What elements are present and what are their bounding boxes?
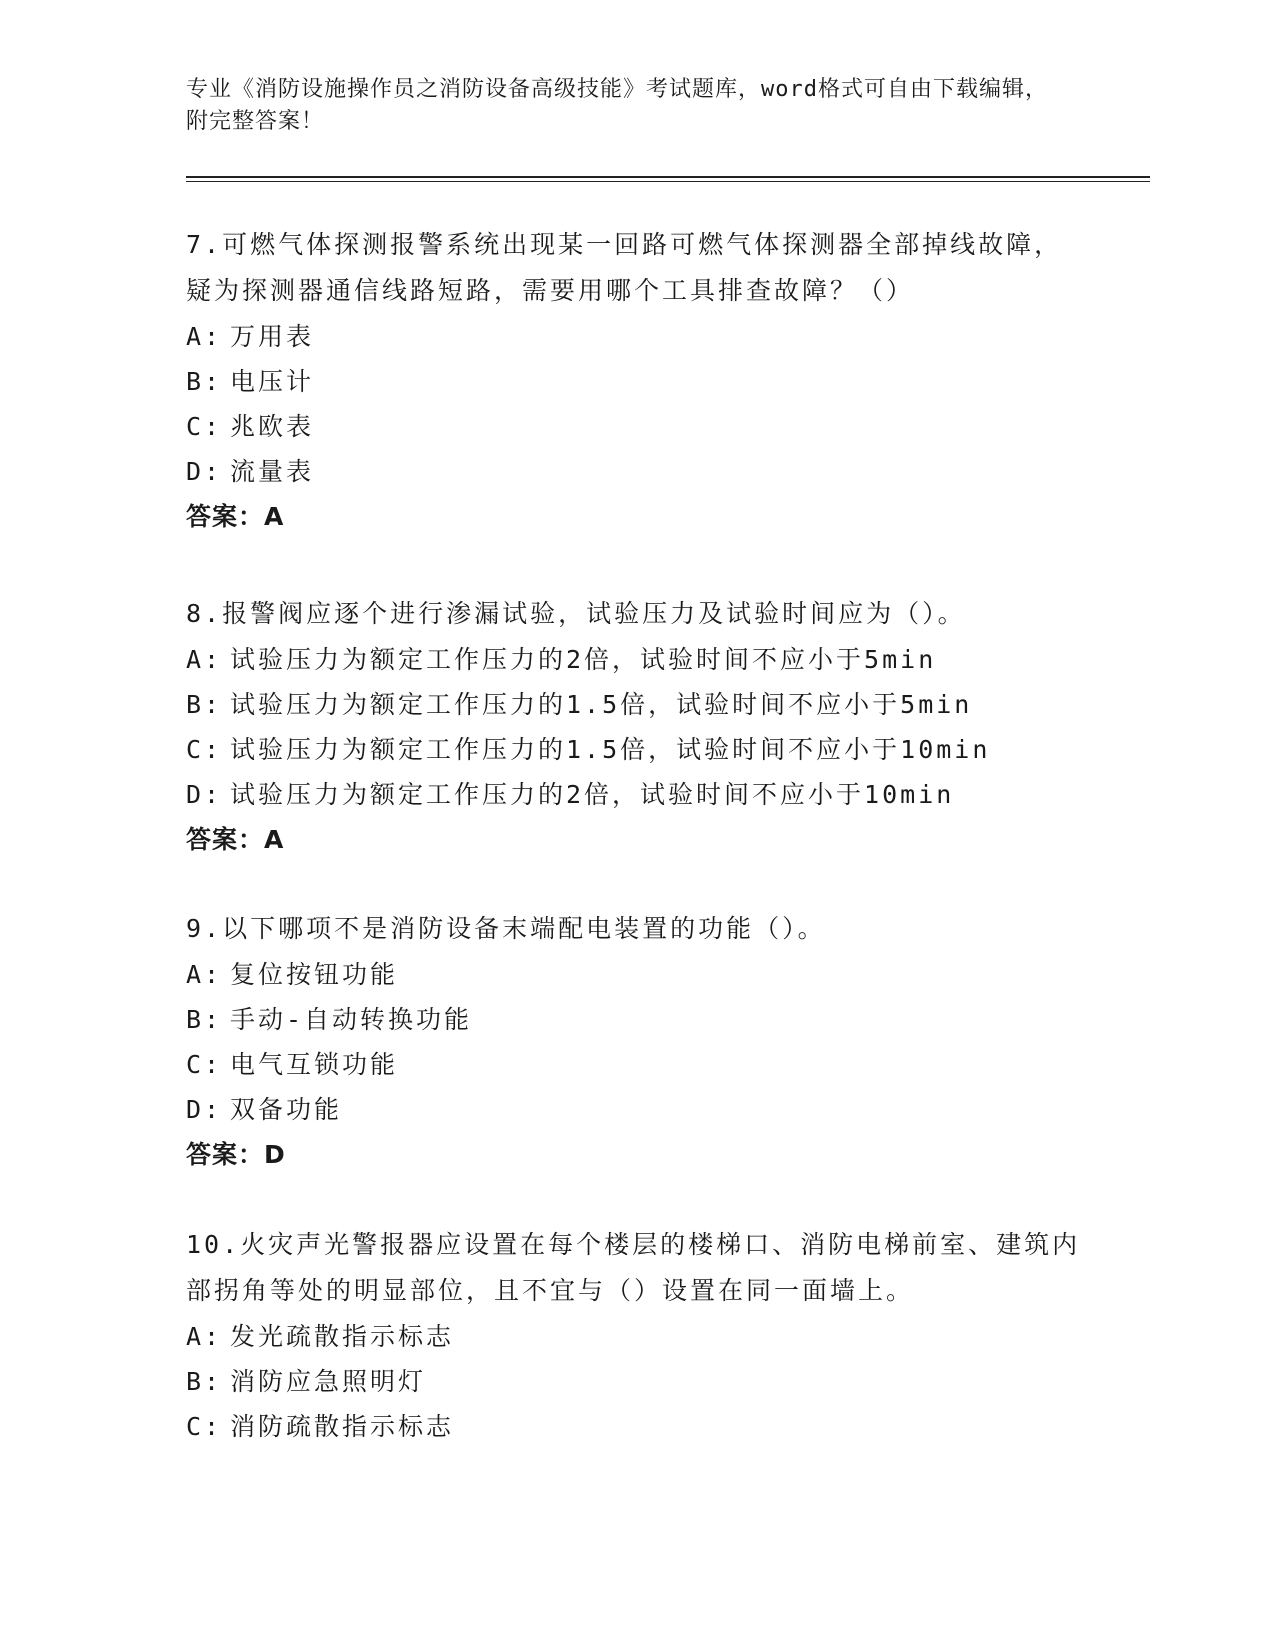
option-letter: B:	[186, 1367, 223, 1396]
option-letter: A:	[186, 322, 223, 351]
header-divider-thin	[186, 181, 1150, 182]
answer: 答案：D	[186, 1140, 286, 1169]
option-text: 手动-自动转换功能	[230, 1005, 473, 1034]
option-text: 消防疏散指示标志	[230, 1412, 455, 1441]
option-text: 试验压力为额定工作压力的2倍，试验时间不应小于5min	[230, 645, 937, 674]
option-c	[186, 1042, 1086, 1087]
option-text: 兆欧表	[230, 412, 315, 441]
option-a	[186, 637, 1086, 682]
option-letter: C:	[186, 1050, 223, 1079]
document-intro: 专业《消防设施操作员之消防设备高级技能》考试题库，word格式可自由下载编辑，附完整答案！	[186, 77, 1048, 134]
option-b	[186, 682, 1086, 727]
option-text: 万用表	[230, 322, 315, 351]
question-10	[186, 1222, 1086, 1449]
option-letter: A:	[186, 645, 223, 674]
option-c	[186, 727, 1086, 772]
option-text: 复位按钮功能	[230, 960, 399, 989]
option-text: 发光疏散指示标志	[230, 1322, 455, 1351]
option-d	[186, 449, 1086, 494]
question-stem: 9.以下哪项不是消防设备末端配电装置的功能（）。	[186, 914, 826, 943]
option-b	[186, 359, 1086, 404]
header-divider-thick	[186, 176, 1150, 178]
option-text: 消防应急照明灯	[230, 1367, 427, 1396]
question-8	[186, 591, 1086, 863]
option-text: 试验压力为额定工作压力的2倍，试验时间不应小于10min	[230, 780, 955, 809]
option-letter: D:	[186, 780, 223, 809]
option-a	[186, 314, 1086, 359]
option-letter: D:	[186, 1095, 223, 1124]
answer: 答案：A	[186, 502, 285, 531]
option-letter: B:	[186, 690, 223, 719]
question-7	[186, 222, 1086, 540]
option-text: 双备功能	[230, 1095, 343, 1124]
option-text: 电压计	[230, 367, 315, 396]
option-text: 试验压力为额定工作压力的1.5倍，试验时间不应小于10min	[230, 735, 991, 764]
option-d	[186, 772, 1086, 817]
option-letter: D:	[186, 457, 223, 486]
option-letter: A:	[186, 1322, 223, 1351]
option-letter: C:	[186, 735, 223, 764]
question-9	[186, 906, 1086, 1178]
option-b	[186, 997, 1086, 1042]
option-a	[186, 1314, 1086, 1359]
option-b	[186, 1359, 1086, 1404]
question-stem: 8.报警阀应逐个进行渗漏试验，试验压力及试验时间应为（）。	[186, 599, 966, 628]
option-d	[186, 1087, 1086, 1132]
option-c	[186, 404, 1086, 449]
option-letter: C:	[186, 412, 223, 441]
option-a	[186, 952, 1086, 997]
option-text: 流量表	[230, 457, 315, 486]
answer: 答案：A	[186, 825, 285, 854]
option-letter: C:	[186, 1412, 223, 1441]
option-text: 电气互锁功能	[230, 1050, 399, 1079]
option-text: 试验压力为额定工作压力的1.5倍，试验时间不应小于5min	[230, 690, 973, 719]
option-letter: B:	[186, 1005, 223, 1034]
option-letter: A:	[186, 960, 223, 989]
question-stem: 7.可燃气体探测报警系统出现某一回路可燃气体探测器全部掉线故障，疑为探测器通信线路短路，需要用哪个工具排查故障？（）	[186, 230, 1063, 305]
option-letter: B:	[186, 367, 223, 396]
question-stem: 10.火灾声光警报器应设置在每个楼层的楼梯口、消防电梯前室、建筑内部拐角等处的明显部位，且不宜与（）设置在同一面墙上。	[186, 1230, 1081, 1305]
option-c	[186, 1404, 1086, 1449]
